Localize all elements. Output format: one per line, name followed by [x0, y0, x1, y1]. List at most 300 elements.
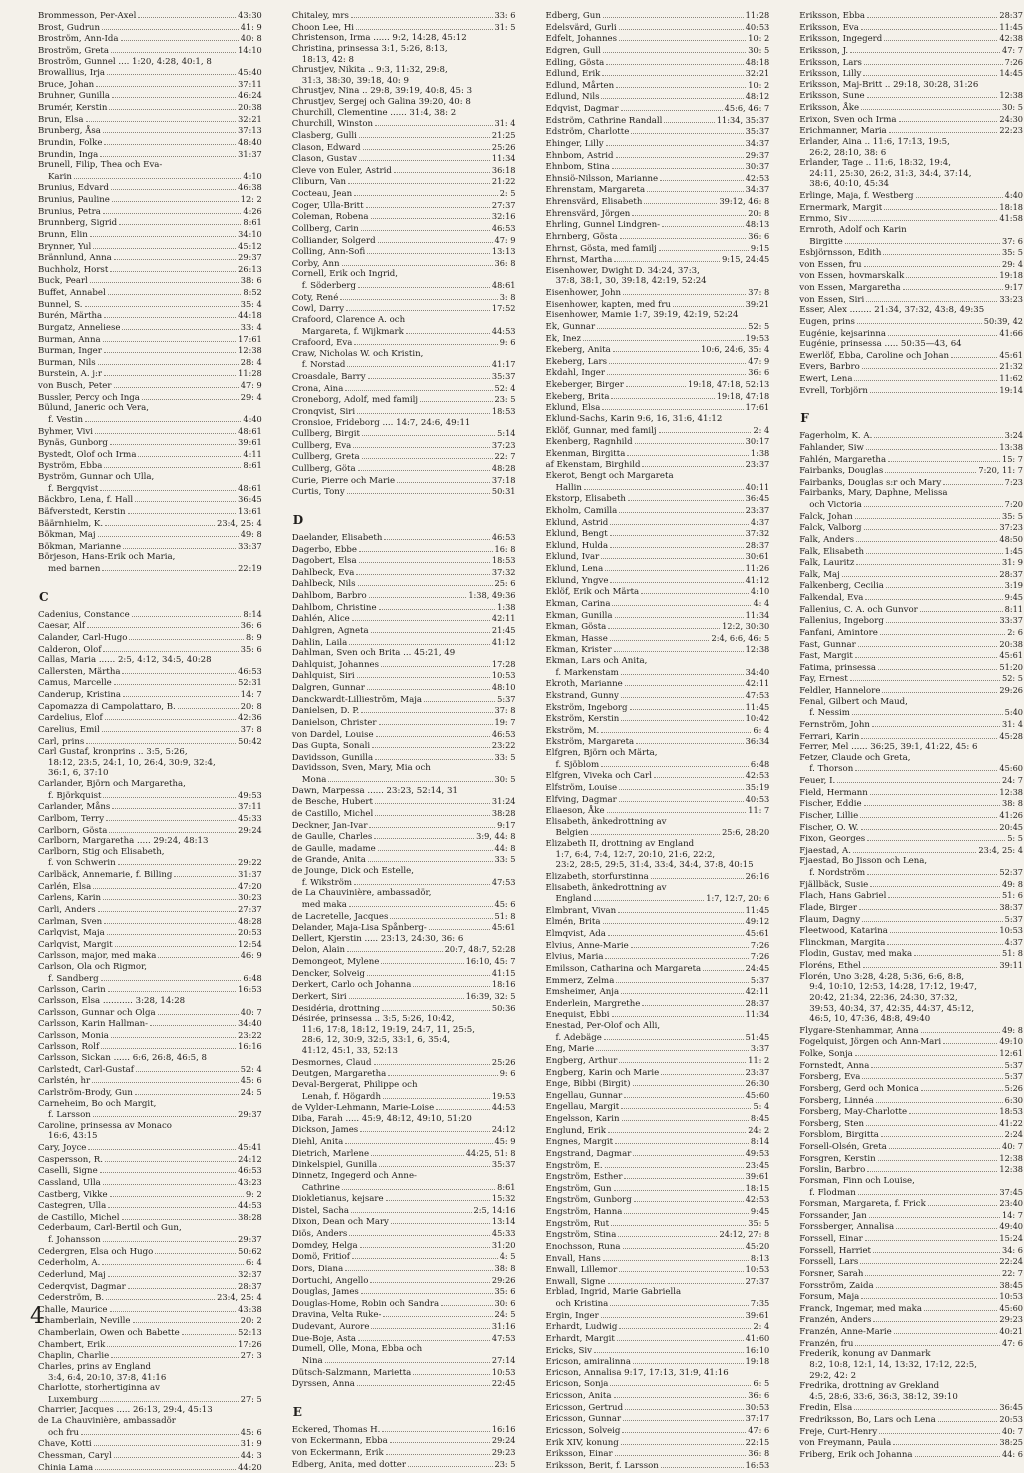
entry-name: Carl Gustaf, kronprins .. 3:5, 5:26, — [38, 747, 188, 758]
entry-name: Diös, Anders — [292, 1229, 348, 1240]
entry-name: Coty, René — [292, 293, 339, 304]
index-entry — [38, 689, 262, 701]
dot-leader — [110, 271, 236, 272]
dot-leader — [619, 1271, 743, 1272]
dot-leader — [158, 1014, 239, 1015]
dot-leader — [862, 1078, 1002, 1079]
entry-name: Engstrand, Dagmar — [546, 1149, 632, 1160]
entry-page-ref: 37:32 — [746, 528, 770, 539]
entry-name: Curtis, Tony — [292, 487, 345, 498]
entry-page-ref: 44:20 — [238, 1462, 262, 1473]
entry-name: Cronsioe, Frideborg .... 14:7, 24:6, 49:11 — [292, 418, 471, 429]
entry-page-ref: 46:53 — [492, 532, 516, 543]
entry-name: Fahlén, Margaretha — [799, 455, 886, 466]
entry-name: Fallenius, C. A. och Gunvor — [799, 605, 918, 616]
entry-page-ref: 43:38 — [238, 1304, 262, 1315]
index-entry — [546, 656, 770, 667]
index-entry — [292, 808, 516, 820]
index-entry — [546, 916, 770, 928]
entry-page-ref: 11:62 — [999, 373, 1023, 384]
index-entry — [38, 368, 262, 380]
entry-name: Croneborg, Adolf, med familj — [292, 395, 418, 406]
dot-leader — [182, 1334, 236, 1335]
entry-name: Cary, Joyce — [38, 1143, 86, 1154]
dot-leader — [603, 1260, 749, 1261]
entry-name: Carlbom, Terry — [38, 814, 104, 825]
index-entry — [292, 44, 516, 55]
index-columns — [38, 10, 1023, 1310]
entry-page-ref: 11:34, 35:37 — [717, 115, 769, 126]
dot-leader — [620, 238, 747, 239]
index-entry — [546, 517, 770, 529]
entry-page-ref: 19:53 — [492, 1091, 516, 1102]
entry-name: Burman, Anna — [38, 335, 101, 346]
index-entry — [799, 328, 1023, 340]
entry-name: Colliander, Solgerd — [292, 236, 376, 247]
dot-leader — [943, 484, 1002, 485]
index-entry — [38, 869, 262, 881]
dot-leader — [370, 1282, 489, 1283]
entry-name: Dravina, Velta Ruke- — [292, 1310, 382, 1321]
index-entry — [292, 590, 516, 602]
dot-leader — [614, 1190, 744, 1191]
index-entry — [799, 948, 1023, 960]
index-entry — [38, 1212, 262, 1224]
entry-page-ref: 48:40 — [238, 137, 262, 148]
index-entry — [546, 1425, 770, 1437]
entry-name: 28:6, 12, 30:9, 32:5, 33:1, 6, 35:4, — [292, 1035, 450, 1046]
dot-leader — [624, 1213, 748, 1214]
dot-leader — [885, 472, 976, 473]
index-entry — [799, 294, 1023, 306]
dot-leader — [360, 1247, 490, 1248]
entry-page-ref: 45:61 — [746, 928, 770, 939]
entry-name: England — [546, 894, 592, 905]
entry-page-ref: 47: 9 — [495, 235, 516, 246]
entry-page-ref: 35: 4 — [241, 299, 262, 310]
entry-page-ref: 30:17 — [746, 436, 770, 447]
entry-name: Dagerbo, Ebbe — [292, 545, 357, 556]
entry-name: Chrustjev, Nikita .. 9:3, 11:32, 29:8, — [292, 65, 448, 76]
entry-name: Elfving, Dagmar — [546, 795, 617, 806]
index-entry — [38, 1064, 262, 1076]
entry-page-ref: 38:45 — [999, 1280, 1023, 1291]
entry-page-ref: 4:40 — [1005, 190, 1023, 201]
index-entry — [546, 243, 770, 255]
index-entry — [799, 937, 1023, 949]
dot-leader — [864, 64, 1003, 65]
dot-leader — [122, 673, 236, 674]
entry-page-ref: 18:18 — [999, 202, 1023, 213]
dot-leader — [369, 827, 495, 828]
index-entry — [292, 922, 516, 934]
dot-leader — [142, 399, 239, 400]
dot-leader — [660, 180, 743, 181]
dot-leader — [623, 1248, 744, 1249]
entry-page-ref: 3:9, 44: 8 — [476, 831, 515, 842]
index-entry — [292, 1435, 516, 1447]
entry-page-ref: 42:53 — [746, 1194, 770, 1205]
index-entry — [38, 541, 262, 553]
index-entry — [799, 305, 1023, 316]
entry-name: Ekman, Gösta — [546, 622, 607, 633]
entry-page-ref: 44: 8 — [495, 843, 516, 854]
entry-name: Cowl, Darry — [292, 304, 344, 315]
entry-page-ref: 28:37 — [238, 1281, 262, 1292]
entry-name: Luxemburg — [38, 1395, 98, 1406]
dot-leader — [135, 501, 236, 502]
entry-name: 20:42, 21:34, 22:36, 24:30, 37:32, — [799, 993, 957, 1004]
dot-leader — [594, 1352, 744, 1353]
entry-page-ref: 27:37 — [238, 904, 262, 915]
index-entry — [38, 1177, 262, 1189]
entry-page-ref: 8:14 — [243, 609, 261, 620]
entry-page-ref: 1:45 — [1005, 546, 1023, 557]
entry-page-ref: 2:4, 6:6, 46: 5 — [711, 633, 769, 644]
index-entry — [292, 337, 516, 349]
entry-name: Coleman, Robena — [292, 212, 369, 223]
index-entry — [292, 176, 516, 188]
index-entry — [292, 786, 516, 797]
dot-leader — [619, 1328, 751, 1329]
dot-leader — [597, 328, 746, 329]
entry-name: Flygare-Stenhammar, Anna — [799, 1026, 918, 1037]
entry-name: de Gaulle, Charles — [292, 832, 372, 843]
dot-leader — [862, 921, 1002, 922]
entry-page-ref: 20:53 — [999, 1414, 1023, 1425]
entry-name: Cathrine — [292, 1183, 340, 1194]
entry-name: Edlund, Nils — [546, 92, 600, 103]
entry-name: Danckwardt-Lillieström, Maja — [292, 695, 422, 706]
index-entry — [546, 575, 770, 587]
dot-leader — [855, 518, 1000, 519]
entry-name: Ernroth, Adolf och Karin — [799, 225, 906, 236]
dot-leader — [614, 651, 744, 652]
index-entry — [799, 1268, 1023, 1280]
entry-name: Carlborn, Stig och Elisabeth, — [38, 847, 165, 858]
entry-page-ref: 10:53 — [746, 1264, 770, 1275]
index-entry-continuation — [38, 1109, 262, 1121]
entry-page-ref: 49:53 — [238, 790, 262, 801]
entry-page-ref: 37: 6 — [1002, 236, 1023, 247]
entry-page-ref: 27:14 — [492, 1355, 516, 1366]
index-entry — [38, 1315, 262, 1327]
dot-leader — [625, 685, 744, 686]
dot-leader — [619, 1062, 746, 1063]
entry-name: Forssell, Lars — [799, 1257, 858, 1268]
dot-leader — [628, 500, 744, 501]
index-entry — [38, 494, 262, 506]
dot-leader — [86, 121, 237, 122]
entry-page-ref: 52:13 — [238, 1327, 262, 1338]
entry-name: 4:5, 28:6, 33:6, 36:3, 38:12, 39:10 — [799, 1392, 958, 1403]
dot-leader — [884, 40, 997, 41]
dot-leader — [325, 1362, 490, 1363]
entry-name: Edlund, Mårten — [546, 81, 615, 92]
entry-name: Ekman, Carina — [546, 599, 611, 610]
entry-name: Franck, Ingemar, med maka — [799, 1304, 922, 1315]
dot-leader — [388, 1075, 497, 1076]
entry-name: Calander, Carl-Hugo — [38, 633, 127, 644]
entry-page-ref: 12:38 — [999, 1164, 1023, 1175]
entry-name: Bökman, Marianne — [38, 542, 121, 553]
entry-name: Ekman, Gunilla — [546, 611, 613, 622]
dot-leader — [356, 574, 490, 575]
entry-name: Belgien — [546, 828, 589, 839]
index-entry — [546, 871, 770, 883]
dot-leader — [359, 551, 493, 552]
index-entry — [38, 1075, 262, 1087]
dot-leader — [382, 1431, 490, 1432]
entry-name: Christina, prinsessa 3:1, 5:26, 8:13, — [292, 44, 448, 55]
entry-name: af Ekenstam, Birghild — [546, 460, 641, 471]
dot-leader — [853, 852, 976, 853]
dot-leader — [867, 874, 997, 875]
index-entry — [546, 928, 770, 940]
entry-page-ref: 34:37 — [746, 138, 770, 149]
dot-leader — [111, 1357, 239, 1358]
entry-name: Fagerholm, K. A. — [799, 431, 872, 442]
entry-page-ref: 41:66 — [999, 328, 1023, 339]
dot-leader — [889, 1148, 1000, 1149]
index-entry — [799, 511, 1023, 523]
entry-name: Curie, Pierre och Marie — [292, 476, 395, 487]
dot-leader — [858, 1194, 998, 1195]
dot-leader — [870, 886, 1000, 887]
dot-leader — [105, 719, 236, 720]
index-entry — [38, 779, 262, 790]
dot-leader — [109, 832, 236, 833]
dot-leader — [876, 1287, 998, 1288]
dot-leader — [899, 121, 998, 122]
dot-leader — [867, 840, 1005, 841]
index-entry — [292, 1263, 516, 1275]
index-entry — [546, 266, 770, 277]
dot-leader — [622, 1120, 749, 1121]
entry-page-ref: 23:4, 25: 4 — [217, 518, 262, 529]
entry-name: f. Sjöblom — [546, 760, 600, 771]
dot-leader — [903, 289, 1003, 290]
entry-name: Ehrensvärd, Jörgen — [546, 209, 631, 220]
entry-name: f. Larsson — [38, 1110, 91, 1121]
index-entry — [38, 825, 262, 837]
entry-name: Ericsson, Gertrud — [546, 1403, 624, 1414]
entry-name: Esser, Alex ........ 21:34, 37:32, 43:8, 49:35 — [799, 305, 984, 316]
dot-leader — [642, 466, 743, 467]
entry-name: Cleve von Euler, Astrid — [292, 166, 392, 177]
dot-leader — [615, 617, 744, 618]
entry-name: Chitaley, mrs — [292, 11, 349, 22]
dot-leader — [371, 218, 490, 219]
index-entry — [546, 367, 770, 379]
dot-leader — [621, 993, 744, 994]
entry-name: Eriksson, Eva — [799, 23, 859, 34]
index-entry — [292, 1321, 516, 1333]
entry-page-ref: 48:12 — [746, 91, 770, 102]
entry-name: Eriksson, J. — [799, 46, 848, 57]
entry-page-ref: 29:24 — [238, 825, 262, 836]
entry-name: Mona — [292, 775, 327, 786]
entry-name: von Eckermann, Erik — [292, 1448, 384, 1459]
entry-page-ref: 30:23 — [238, 892, 262, 903]
entry-name: f. Johansson — [38, 1235, 101, 1246]
index-entry — [799, 10, 1023, 22]
index-entry-continuation — [799, 707, 1023, 719]
index-entry — [799, 557, 1023, 569]
dot-leader — [861, 738, 997, 739]
entry-name: Feuer, I. — [799, 776, 835, 787]
entry-name: Erik XIV, konung — [546, 1438, 619, 1449]
dot-leader — [102, 29, 239, 30]
entry-page-ref: 25:26 — [492, 142, 516, 153]
index-entry — [546, 91, 770, 103]
entry-page-ref: 41:15 — [492, 968, 516, 979]
entry-page-ref: 3:37 — [751, 1043, 769, 1054]
entry-name: 29:2, 42: 2 — [799, 1371, 856, 1382]
dot-leader — [104, 375, 236, 376]
dot-leader — [612, 1016, 744, 1017]
dot-leader — [93, 888, 236, 889]
entry-page-ref: 4:26 — [243, 206, 261, 217]
entry-page-ref: 46:38 — [238, 182, 262, 193]
entry-page-ref: 36: 8 — [495, 258, 516, 269]
index-entry — [38, 33, 262, 45]
index-entry — [38, 102, 262, 114]
entry-name: Bystedt, Olof och Irma — [38, 450, 136, 461]
index-entry-continuation — [292, 326, 516, 338]
entry-name: Ericsson, Anita — [546, 1391, 612, 1402]
entry-name: Erlander, Aina .. 11:6, 17:13, 19:5, — [799, 137, 950, 148]
dot-leader — [607, 812, 747, 813]
index-entry — [292, 130, 516, 142]
dot-leader — [857, 323, 982, 324]
entry-name: von Essen, hovmarskalk — [799, 271, 904, 282]
entry-name: 31:3, 38:30, 39:18, 40: 9 — [292, 76, 409, 87]
entry-page-ref: 28:37 — [999, 569, 1023, 580]
entry-page-ref: 36:34 — [746, 736, 770, 747]
entry-page-ref: 13:38 — [999, 442, 1023, 453]
entry-name: Carlborn, Gösta — [38, 826, 107, 837]
entry-name: Fischer, Lillie — [799, 811, 858, 822]
index-entry — [799, 1314, 1023, 1326]
entry-name: Coger, Ulla-Britt — [292, 201, 364, 212]
entry-name: Eisenhower, John — [546, 288, 622, 299]
entry-name: Erlander, Tage .. 11:6, 18:32, 19:4, — [799, 158, 951, 169]
entry-page-ref: 10:6, 24:6, 35: 4 — [701, 344, 769, 355]
entry-name: Eng, Marie — [546, 1044, 595, 1055]
dot-leader — [354, 195, 498, 196]
entry-page-ref: 37: 8 — [495, 705, 516, 716]
entry-page-ref: 40: 7 — [1002, 1141, 1023, 1152]
entry-name: Charlotte, storhertiginna av — [38, 1383, 160, 1394]
dot-leader — [878, 1160, 998, 1161]
dot-leader — [880, 634, 1005, 635]
entry-page-ref: 39:12, 46: 8 — [719, 196, 769, 207]
dot-leader — [361, 712, 492, 713]
entry-page-ref: 36:18 — [492, 165, 516, 176]
entry-name: Erhardt, Ludwig — [546, 1322, 618, 1333]
index-entry — [799, 569, 1023, 581]
dot-leader — [909, 1113, 997, 1114]
entry-page-ref: 24: 2 — [748, 1125, 769, 1136]
entry-page-ref: 45:33 — [238, 813, 262, 824]
index-entry — [546, 310, 770, 321]
index-entry — [292, 1240, 516, 1252]
index-entry — [799, 1338, 1023, 1350]
dot-leader — [107, 934, 236, 935]
dot-leader — [861, 829, 998, 830]
index-entry — [799, 1256, 1023, 1268]
entry-page-ref: 11:28 — [238, 368, 262, 379]
index-entry — [38, 996, 262, 1007]
index-entry — [799, 1210, 1023, 1222]
index-entry — [292, 1003, 516, 1015]
index-entry — [38, 67, 262, 79]
index-entry — [799, 190, 1023, 202]
index-entry — [38, 45, 262, 57]
index-entry — [38, 747, 262, 758]
index-entry — [38, 892, 262, 904]
dot-leader — [619, 801, 744, 802]
dot-leader — [673, 306, 744, 307]
dot-leader — [413, 1374, 490, 1375]
entry-name: Eliaeson, Åke — [546, 806, 605, 817]
dot-leader — [867, 17, 997, 18]
dot-leader — [861, 109, 1000, 110]
entry-page-ref: 29:24 — [492, 1435, 516, 1446]
index-entry — [546, 333, 770, 345]
entry-name: Eriksson, Berit, f. Larsson — [546, 1461, 659, 1472]
index-entry — [292, 820, 516, 832]
dot-leader — [104, 317, 236, 318]
entry-name: Burstein, A. j:r — [38, 369, 102, 380]
dot-leader — [391, 1223, 490, 1224]
dot-leader — [855, 770, 997, 771]
index-entry — [38, 160, 262, 171]
entry-page-ref: 38: 6 — [241, 275, 262, 286]
index-entry — [38, 10, 262, 22]
entry-name: 11:6, 17:8, 18:12, 19:19, 24:7, 11, 25:5, — [292, 1025, 475, 1036]
entry-page-ref: 39:11 — [999, 960, 1023, 971]
entry-name: Carlsson, major, med maka — [38, 951, 156, 962]
entry-page-ref: 24: 5 — [241, 1087, 262, 1098]
entry-page-ref: 42:11 — [746, 678, 770, 689]
entry-name: von Busch, Peter — [38, 381, 112, 392]
entry-page-ref: 48:61 — [238, 426, 262, 437]
entry-name: Chamberlain, Owen och Babette — [38, 1328, 180, 1339]
entry-page-ref: 24:12 — [238, 1154, 262, 1165]
dot-leader — [863, 967, 998, 968]
index-entry — [546, 1402, 770, 1414]
dot-leader — [342, 265, 493, 266]
index-entry — [38, 125, 262, 137]
index-entry — [546, 138, 770, 150]
index-entry-continuation — [292, 1091, 516, 1103]
entry-name: 23:2, 28:5, 29:5, 31:4, 33:4, 34:4, 37:8, 40:15 — [546, 860, 754, 871]
index-entry — [292, 211, 516, 223]
index-entry — [38, 701, 262, 713]
index-entry — [38, 655, 262, 666]
dot-leader — [618, 1236, 717, 1237]
dot-leader — [359, 137, 490, 138]
index-entry — [546, 883, 770, 894]
entry-page-ref: 47: 6 — [748, 1425, 769, 1436]
dot-leader — [616, 87, 746, 88]
entry-name: Brost, Gudrun — [38, 23, 100, 34]
index-column — [292, 10, 516, 1310]
dot-leader — [349, 644, 490, 645]
entry-name: Fay, Ernest — [799, 674, 848, 685]
